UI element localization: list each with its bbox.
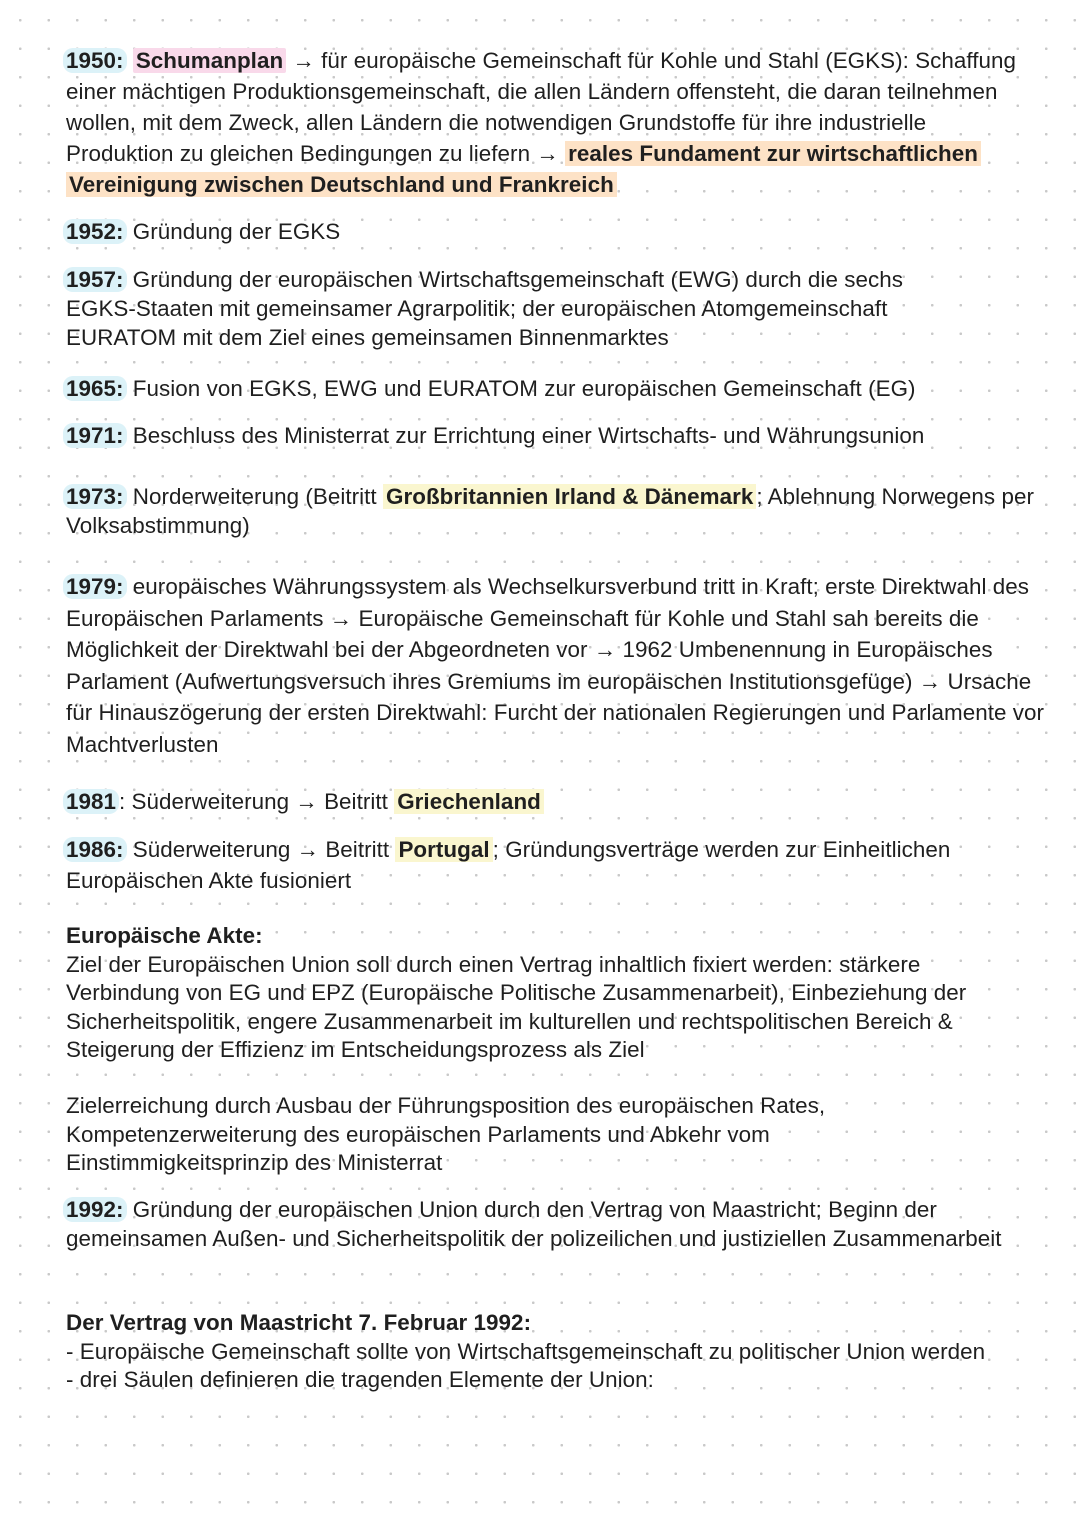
year-1952: 1952: [63, 219, 127, 244]
entry-1950-text: → für europäische Gemeinschaft für Kohle und Stahl (EGKS): Schaffung einer mächtigen Produktionsgemeinschaft, die allen Ländern offensteht, die daran teilnehmen wollen, mit dem Zweck, allen Ländern die notwendigen Grundstoffe für ihre industrielle Produktion zu gleichen Bedingungen zu liefern → [66, 48, 1017, 166]
entry-1965-text: Fusion von EGKS, EWG und EURATOM zur europäischen Gemeinschaft (EG) [126, 376, 916, 401]
entry-1971-text: Beschluss des Ministerrat zur Errichtung einer Wirtschafts- und Währungsunion [126, 423, 925, 448]
highlight-fundament: reales Fundament zur wirtschaftlichen Vereinigung zwischen Deutschland und Frankreich [66, 141, 981, 197]
entry-1992-text: Gründung der europäischen Union durch den Vertrag von Maastricht; Beginn der gemeinsamen Außen- und Sicherheitspolitik der polizeilichen und justiziellen Zusammenarbeit [66, 1197, 1002, 1251]
year-1992: 1992: [63, 1197, 127, 1222]
akte-paragraph-achievement: Zielerreichung durch Ausbau der Führungsposition des europäischen Rates, Kompetenzerweiterung des europäischen Parlaments und Abkehr vom Einstimmigkeitsprinzip des Ministerrat [66, 1093, 826, 1175]
year-1971: 1971: [63, 423, 127, 448]
maastricht-bullet-2: - drei Säulen definieren die tragenden Elemente der Union: [66, 1367, 654, 1392]
highlight-norderweiterung-states: Großbritannien Irland & Dänemark [383, 484, 756, 509]
entry-1973-text-end: ; Ablehnung Norwegens per Volksabstimmung) [66, 484, 1034, 538]
keyword-schumanplan: Schumanplan [133, 48, 286, 73]
entry-1973-text: Norderweiterung (Beitritt [126, 484, 383, 509]
highlight-griechenland: Griechenland [394, 789, 544, 814]
year-1973: 1973: [63, 484, 127, 509]
akte-paragraph-goal: Ziel der Europäischen Union soll durch einen Vertrag inhaltlich fixiert werden: stärkere Verbindung von EG und EPZ (Europäische Politische Zusammenarbeit), Einbeziehung der Sicherheitspolitik, engere Zusammenarbeit im kulturellen und rechtspolitischen Bereich & Steigerung der Effizienz im Entscheidungsprozess als Ziel [66, 951, 967, 1062]
section-europaeische-akte [66, 922, 1026, 1065]
heading-europaeische-akte: Europäische Akte: [66, 923, 263, 948]
highlight-portugal: Portugal [395, 837, 492, 862]
section-maastricht [66, 1309, 986, 1395]
entry-1957-text: Gründung der europäischen Wirtschaftsgemeinschaft (EWG) durch die sechs EGKS-Staaten mit gemeinsamer Agrarpolitik; der europäischen Atomgemeinschaft EURATOM mit dem Ziel eines gemeinsamen Binnenmarktes [66, 267, 903, 350]
entry-1986 [66, 834, 1016, 896]
entry-1971 [66, 421, 1051, 450]
entry-1986-text: Süderweiterung → Beitritt [126, 837, 396, 862]
entry-1973 [66, 482, 1051, 540]
entry-1981 [66, 787, 1051, 816]
year-1986: 1986: [63, 837, 127, 862]
entry-1952 [66, 217, 1051, 246]
year-1965: 1965: [63, 376, 127, 401]
entry-1986-text-end: ; Gründungsverträge werden zur Einheitlichen Europäischen Akte fusioniert [66, 837, 951, 893]
entry-1952-text: Gründung der EGKS [126, 219, 341, 244]
entry-1981-text: : Süderweiterung → Beitritt [119, 789, 395, 814]
heading-maastricht: Der Vertrag von Maastricht 7. Februar 1992: [66, 1310, 532, 1335]
entry-1992 [66, 1196, 1006, 1253]
entry-1979 [66, 571, 1051, 760]
year-1957: 1957: [63, 267, 127, 292]
year-1979: 1979: [63, 574, 127, 599]
year-1981: 1981 [63, 789, 119, 814]
year-1950: 1950: [63, 48, 127, 73]
entry-1965 [66, 374, 1051, 403]
section-zielerreichung [66, 1092, 896, 1178]
entry-1957 [66, 265, 966, 352]
entry-1979-text: europäisches Währungssystem als Wechselkursverbund tritt in Kraft; erste Direktwahl des Europäischen Parlaments → Europäische Gemeinschaft für Kohle und Stahl sah bereits die Möglichkeit der Direktwahl bei der Abgeordneten vor → 1962 Umbenennung in Europäisches Parlament (Aufwertungsversuch ihres Gremiums im europäischen Institutionsgefüge) → Ursache für Hinauszögerung der ersten Direktwahl: Furcht der nationalen Regierungen und Parlamente vor Machtverlusten [66, 574, 1044, 757]
maastricht-bullet-1: - Europäische Gemeinschaft sollte von Wirtschaftsgemeinschaft zu politischer Union werden [66, 1338, 986, 1364]
entry-1950 [66, 45, 1026, 200]
